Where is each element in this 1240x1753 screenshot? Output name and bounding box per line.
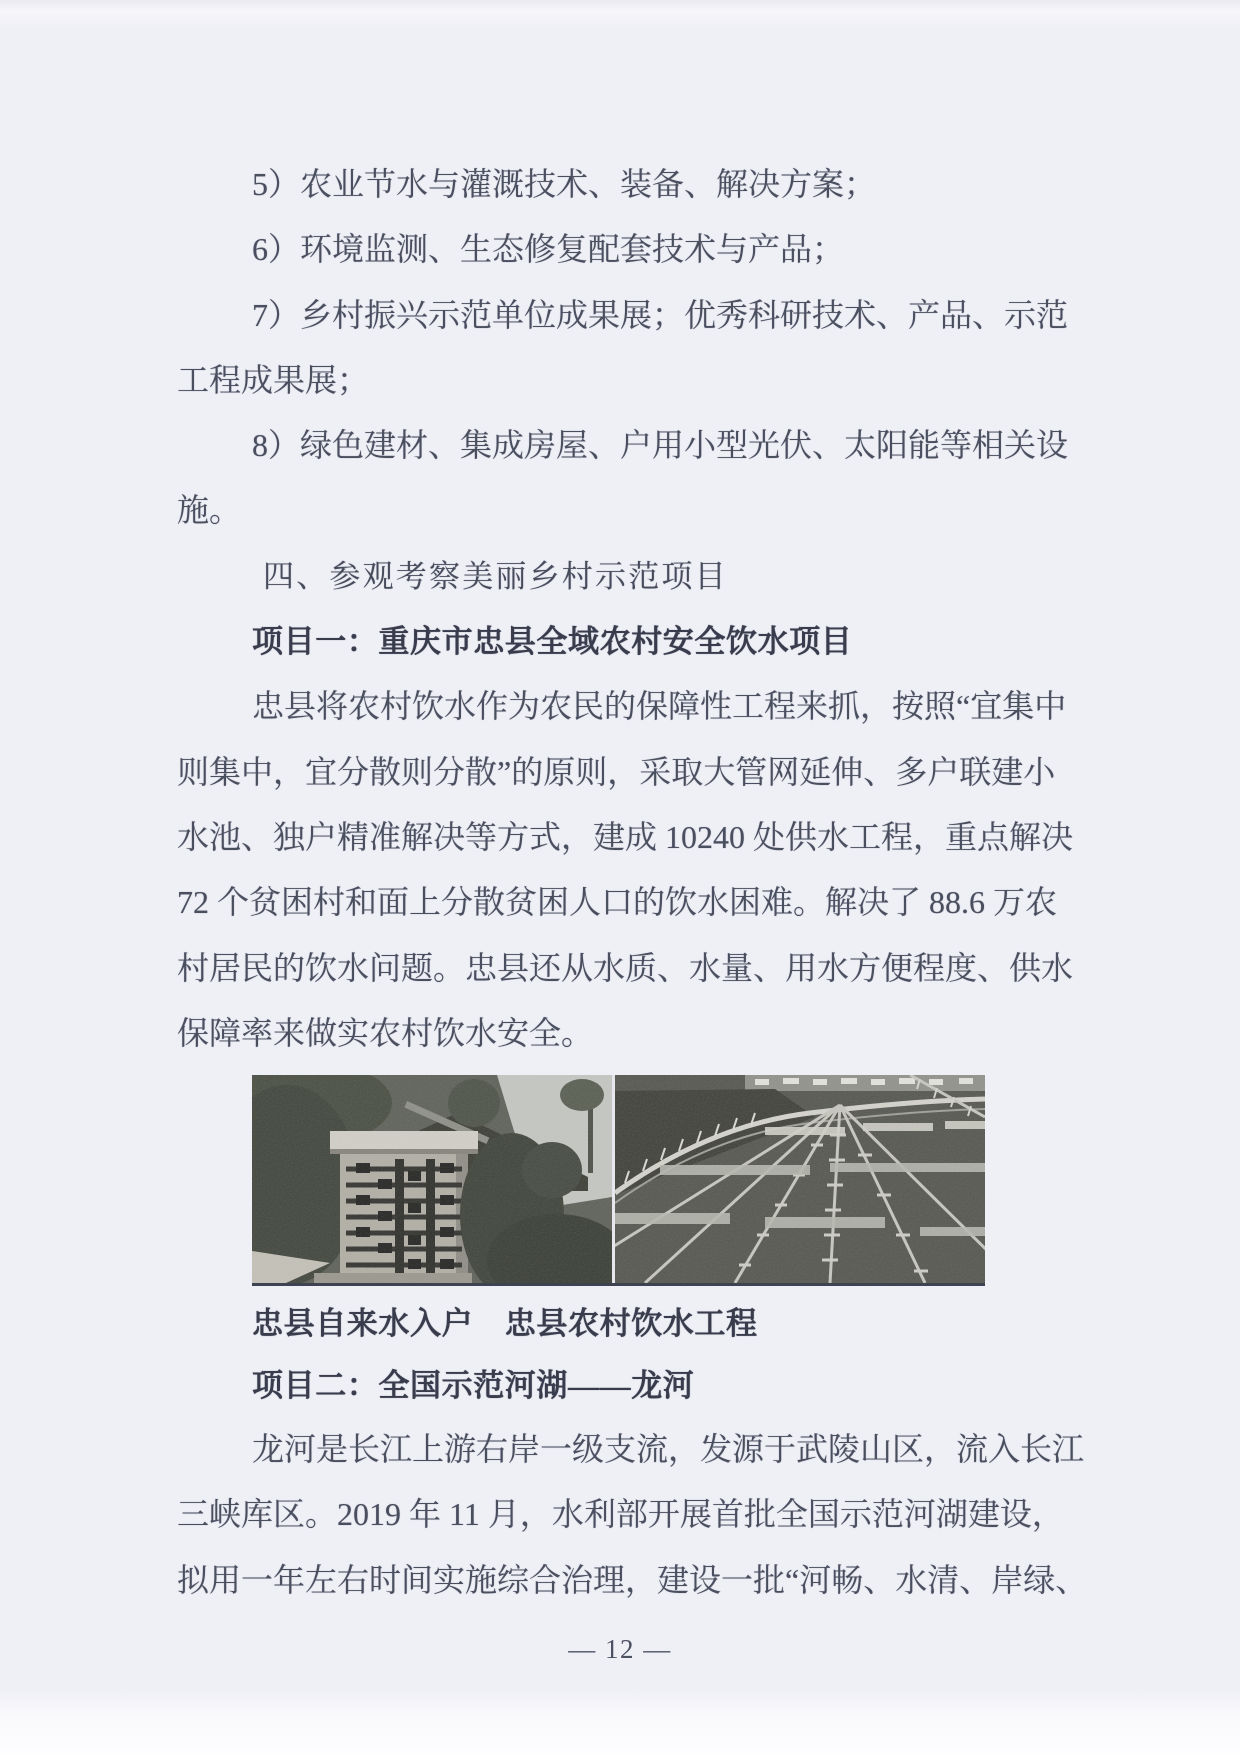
page-number: — 12 — [568,1634,672,1664]
caption-block [177,1293,1087,1417]
project-1-heading: 项目一：重庆市忠县全域农村安全饮水项目 [252,624,853,660]
paragraph-line: 拟用一年左右时间实施综合治理，建设一批“河畅、水清、岸绿、 [177,1561,1088,1598]
photo-figure [252,1075,985,1286]
list-item-8-cont: 施。 [177,492,242,529]
section-heading-4: 四、参观考察美丽乡村示范项目 [263,558,728,594]
paragraph-line: 则集中，宜分散则分散”的原则，采取大管网延伸、多户联建小 [177,753,1056,790]
photo-caption: 忠县自来水入户 忠县农村饮水工程 [252,1306,758,1341]
paragraph-line: 72 个贫困村和面上分散贫困人口的饮水困难。解决了 88.6 万农 [177,884,1058,921]
paragraph-line: 水池、独户精准解决等方式，建成 10240 处供水工程，重点解决 [177,818,1074,855]
project-2-heading: 项目二：全国示范河湖——龙河 [252,1368,695,1403]
paragraph-line: 村居民的饮水问题。忠县还从水质、水量、用水方便程度、供水 [177,949,1074,986]
photo-water-plant-channels [615,1075,985,1283]
list-item-7: 7）乡村振兴示范单位成果展；优秀科研技术、产品、示范 [252,296,1069,333]
body-text-block-1 [177,152,1087,1066]
paragraph-line: 忠县将农村饮水作为农民的保障性工程来抓，按照“宜集中 [252,688,1067,725]
body-text-block-2 [177,1417,1087,1613]
list-item-8: 8）绿色建材、集成房屋、户用小型光伏、太阳能等相关设 [252,427,1069,464]
photo-tap-water-meters [252,1075,615,1283]
list-item-5: 5）农业节水与灌溉技术、装备、解决方案； [252,166,877,202]
list-item-6: 6）环境监测、生态修复配套技术与产品； [252,231,845,268]
paragraph-line: 龙河是长江上游右岸一级支流，发源于武陵山区，流入长江 [252,1431,1085,1467]
paragraph-line: 三峡库区。2019 年 11 月，水利部开展首批全国示范河湖建设， [177,1496,1064,1533]
list-item-7-cont: 工程成果展； [177,361,370,398]
paragraph-line: 保障率来做实农村饮水安全。 [177,1014,594,1051]
